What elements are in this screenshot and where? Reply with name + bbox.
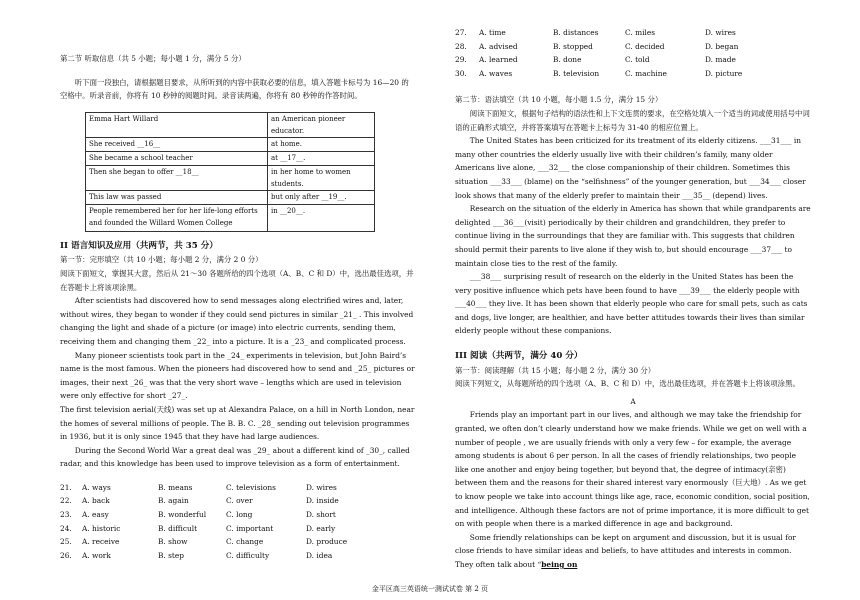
option: C. over bbox=[226, 496, 253, 506]
passage-label: A bbox=[630, 396, 636, 406]
part3-title: III 阅读（共两节，满分 40 分） bbox=[455, 351, 583, 362]
table-cell: at home. bbox=[268, 137, 375, 151]
table-row bbox=[86, 165, 375, 190]
option: A. time bbox=[479, 28, 506, 37]
table-row bbox=[86, 137, 375, 151]
question-number: 23. bbox=[60, 510, 72, 520]
option-row bbox=[60, 535, 416, 549]
option: C. told bbox=[625, 55, 650, 65]
option: B. done bbox=[553, 55, 582, 65]
table-row bbox=[86, 190, 375, 204]
grammar-section-title: 第二节：语法填空（共 10 小题，每小题 1.5 分，满分 15 分） bbox=[455, 95, 663, 105]
page-footer: 金平区高三英语统一测试试卷 第 2 页 bbox=[371, 585, 489, 593]
option-row bbox=[455, 53, 811, 67]
option: B. step bbox=[158, 550, 184, 560]
option: A. advised bbox=[479, 41, 518, 51]
option: B. distances bbox=[553, 28, 599, 37]
question-number: 28. bbox=[455, 41, 467, 51]
option-row bbox=[60, 481, 416, 495]
option: D. wires bbox=[306, 482, 337, 492]
option: D. early bbox=[306, 523, 336, 533]
question-number: 24. bbox=[60, 523, 72, 533]
grammar-paragraph: The United States has been criticized for its treatment of its elderly citizens. ___31___ in many other countries the elderly usually live with their children’s family, many older Americans live alone, ___32___ the close companionship of their children. Sometimes this situation ___33___ (blame) on the “selfishness” of the younger generation, but ___34___ closer look shows that many of the elderly prefer to maintain their ___35__ (depend) lives. bbox=[455, 136, 806, 200]
option-row bbox=[455, 67, 811, 81]
option: B. again bbox=[158, 496, 189, 506]
emphasized-phrase: being on bbox=[541, 559, 578, 569]
option: B. show bbox=[158, 537, 188, 547]
option-row bbox=[60, 508, 416, 522]
option: C. important bbox=[226, 523, 274, 533]
question-number: 27. bbox=[455, 28, 467, 37]
cloze-paragraph: The first television aerial(天线) was set up at Alexandra Palace, on a hill in North London, near the homes of several millions of people. The B. B. C. _28_ sending out television programmes in 1936, but it is only since 1945 that they have had large audiences. bbox=[60, 404, 415, 442]
cloze-paragraph: During the Second World War a great deal was _29_ about a different kind of _30_, called radar, and this knowledge has been used to improve television as a form of entertainment. bbox=[60, 445, 410, 469]
option-row bbox=[60, 549, 416, 563]
option: A. easy bbox=[82, 510, 109, 520]
option: B. difficult bbox=[158, 523, 198, 533]
option: A. back bbox=[82, 496, 110, 506]
listening-section-title: 第二节 听取信息（共 5 小题；每小题 1 分，满分 5 分） bbox=[60, 54, 246, 63]
table-row bbox=[86, 151, 375, 165]
option: C. change bbox=[226, 537, 264, 547]
question-number: 25. bbox=[60, 537, 72, 547]
option: A. waves bbox=[479, 68, 513, 78]
option: D. made bbox=[705, 55, 736, 65]
option: D. wires bbox=[705, 28, 736, 37]
table-cell: This law was passed bbox=[86, 190, 268, 204]
right-column bbox=[455, 26, 811, 572]
reading-paragraph: Friends play an important part in our lives, and although we may take the friendship for granted, we often don’t clearly understand how we make friends. While we get on well with a number of people , we are usually friends with only a very few – for example, the average among students is about 6 per person. In all the cases of friendly relationships, two people like one another and enjoy being together, but beyond that, the degree of intimacy(亲密) between them and the reasons for their shared interest vary enormously（巨大地）. As we get to know people we take into account things like age, race, economic condition, social position, and intelligence. Although these factors are not of prime importance, it is more difficult to get on with people when there is a marked difference in age and background. bbox=[455, 410, 810, 529]
question-number: 30. bbox=[455, 68, 467, 78]
table-row bbox=[86, 112, 375, 137]
grammar-paragraph: Research on the situation of the elderly in America has shown that while grandparents are delighted ___36___(visit) periodically by their children and grandchildren, they prefer to continue living in the surroundings that they are familiar with. This suggests that children should permit their parents to live alone if they wish to, but should encourage ___37___ to maintain close ties to the rest of the family. bbox=[455, 204, 811, 268]
table-cell: in __20__. bbox=[268, 204, 375, 231]
option: A. learned bbox=[479, 55, 518, 65]
grammar-instructions: 阅读下面短文，根据句子结构的语法性和上下文连贯的要求，在空格处填入一个适当的词或使用括号中词语的正确形式填空，并将答案填写在答题卡上标号为 31-40 的相应位置上。 bbox=[455, 108, 810, 132]
table-row bbox=[86, 204, 375, 231]
option: A. historic bbox=[82, 523, 121, 533]
option: D. produce bbox=[306, 537, 348, 547]
table-cell: Then she began to offer __18__ bbox=[86, 165, 268, 190]
option: C. machine bbox=[625, 68, 667, 78]
option: B. wonderful bbox=[158, 510, 207, 520]
option: C. long bbox=[226, 510, 253, 520]
part2-title: II 语言知识及应用（共两节，共 35 分） bbox=[60, 240, 218, 251]
cloze-paragraph: Many pioneer scientists took part in the _24_ experiments in television, but John Baird’s name is the most famous. When the pioneers had discovered how to send and _25_ pictures or images, their next _26_ was that the very short wave – lengths which are used in television were only effective for short _27_. bbox=[60, 350, 415, 401]
table-cell: She received __16__ bbox=[86, 137, 268, 151]
option-row bbox=[455, 40, 811, 54]
option: C. miles bbox=[625, 28, 655, 37]
question-number: 22. bbox=[60, 496, 72, 506]
question-number: 26. bbox=[60, 550, 72, 560]
table-cell: an American pioneer educator. bbox=[268, 112, 375, 137]
reading-paragraph bbox=[455, 531, 811, 572]
reading-section-title: 第一节：阅读理解（共 15 小题；每小题 2 分，满分 30 分） bbox=[455, 365, 656, 375]
table-cell: but only after __19__. bbox=[268, 190, 375, 204]
cloze-paragraph: After scientists had discovered how to send messages along electrified wires and, later, without wires, they began to wonder if they could send pictures in similar _21_ . This involved changing the light and shade of a picture (or image) into electric currents, sending them, receiving them and changing them _22_ into a picture. It is a _23_ and complicated process. bbox=[60, 296, 414, 346]
option: D. short bbox=[306, 510, 336, 520]
question-number: 29. bbox=[455, 55, 467, 65]
option: C. televisions bbox=[226, 482, 276, 492]
cloze-section-title: 第一节：完形填空（共 10 小题；每小题 2 分，满分 2 0 分） bbox=[60, 255, 263, 265]
cloze-instructions: 阅读下面短文，掌握其大意，然后从 21～30 各题所给的四个选项（A、B、C 和 D）中，选出最佳选项，并在答题卡上将该项涂黑。 bbox=[60, 268, 414, 292]
cloze-options-list bbox=[455, 26, 811, 80]
option: D. inside bbox=[306, 496, 339, 506]
question-number: 21. bbox=[60, 482, 72, 492]
cloze-options-list bbox=[60, 481, 416, 563]
option: A. work bbox=[82, 550, 111, 560]
option: D. began bbox=[705, 41, 739, 51]
option: B. stopped bbox=[553, 41, 593, 51]
table-cell: at __17__. bbox=[268, 151, 375, 165]
listening-instructions: 听下面一段独白，请根据题目要求，从所听到的内容中获取必要的信息，填入答题卡标号为 16—20 的空格中。听录音前，你将有 10 秒钟的阅题时间。录音读两遍，你将有 80 秒钟的作答时间。 bbox=[60, 77, 409, 101]
table-cell: People remembered her for her life-long efforts and founded the Willard Women College bbox=[86, 204, 268, 231]
option: C. difficulty bbox=[226, 550, 270, 560]
listening-table bbox=[85, 112, 375, 232]
option-row bbox=[60, 522, 416, 536]
reading-paragraph-text: Some friendly relationships can be kept on argument and discussion, but it is usual for close friends to have similar ideas and beliefs, to have attitudes and interests in common. They often talk about “ bbox=[455, 532, 796, 569]
table-cell: She became a school teacher bbox=[86, 151, 268, 165]
option: B. means bbox=[158, 482, 193, 492]
left-column bbox=[60, 52, 416, 562]
option-row bbox=[60, 494, 416, 508]
option: A. receive bbox=[82, 537, 120, 547]
option: B. television bbox=[553, 68, 600, 78]
option: D. picture bbox=[705, 68, 743, 78]
option: D. idea bbox=[306, 550, 333, 560]
table-cell: in her home to women students. bbox=[268, 165, 375, 190]
grammar-paragraph: ___38___ surprising result of research on the elderly in the United States has been the very positive influence which pets have been found to have ___39___ the elderly people with ___40___ they live. It has been shown that elderly people who care for small pets, such as cats and dogs, live longer, are healthier, and have better attitudes towards their lives than similar elderly people without these companions. bbox=[455, 272, 808, 336]
option: C. decided bbox=[625, 41, 665, 51]
option: A. ways bbox=[82, 482, 111, 492]
option-row bbox=[455, 26, 811, 40]
table-cell: Emma Hart Willard bbox=[86, 112, 268, 137]
reading-instructions: 阅读下列短文，从每题所给的四个选项（A、B、C 和 D）中，选出最佳选项，并在答题卡上将该项涂黑。 bbox=[455, 379, 800, 389]
